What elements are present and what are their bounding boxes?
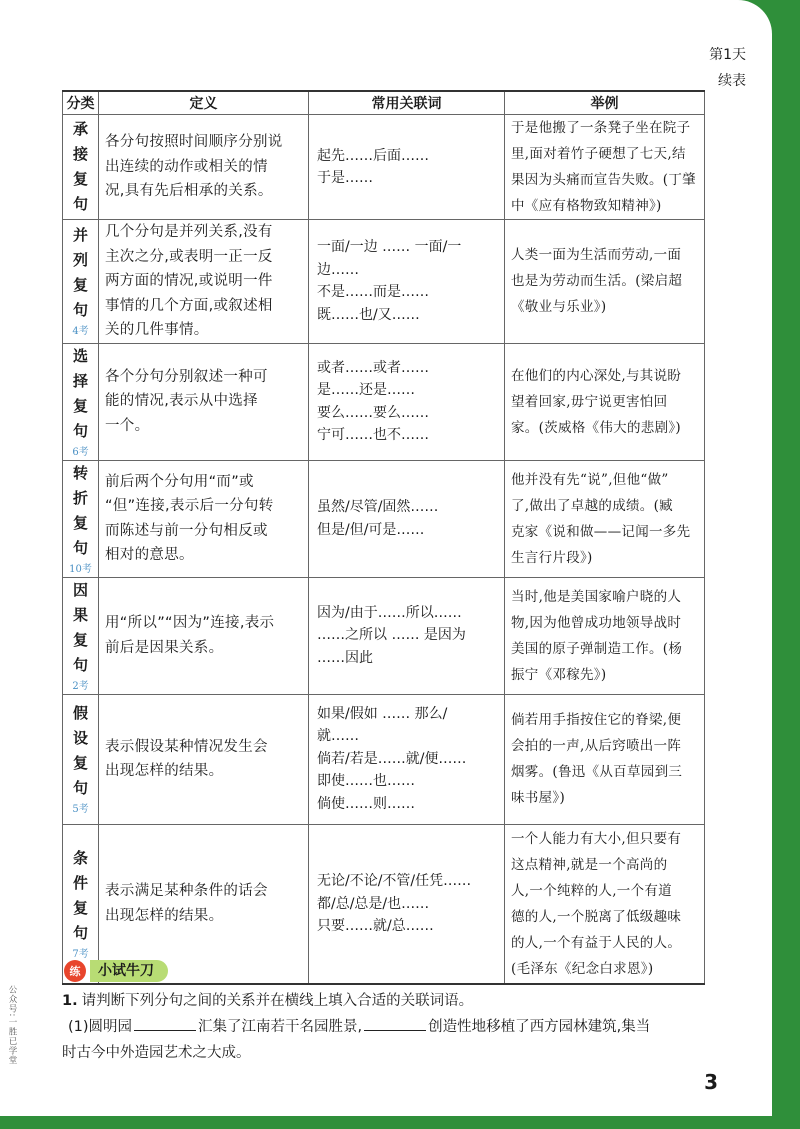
row-example-line: 倘若用手指按住它的脊梁,便 [511,712,682,728]
row-category [63,343,99,460]
row-definition [99,343,309,460]
row-conjunctions-line: 但是/但/可是…… [317,521,425,538]
row-example-line: 《敬业与乐业》) [511,299,607,316]
continued-label: 续表 [718,73,746,89]
row-definition-line: 况,具有先后相承的关系。 [105,183,273,200]
exam-count: 7考 [72,948,89,960]
row-definition-line: 前后两个分句用“而”或 [105,473,254,490]
row-definition-line: 几个分句是并列关系,没有 [105,224,273,240]
category-name: 承接复句 [72,120,88,213]
sub-question-part-3: 创造性地移植了西方园林建筑,集当 [428,1019,651,1035]
row-example-line: 家。(茨威格《伟大的悲剧》) [511,419,681,436]
row-example-line: 会拍的一声,从后窍喷出一阵 [511,738,682,754]
row-definition-line: 事情的几个方面,或叙述相 [105,297,273,314]
header-category: 分类 [63,91,99,115]
row-conjunctions [309,694,505,824]
row-conjunctions-line: 只要……就/总…… [317,918,434,934]
row-definition [99,577,309,694]
row-definition [99,460,309,577]
bottom-border [0,1116,800,1129]
row-definition-line: 主次之分,或表明一正一反 [105,248,273,265]
row-category [63,220,99,344]
page-number: 3 [704,1070,718,1094]
side-watermark: 公众号:一胜已学堂 [7,985,17,1065]
row-conjunctions-line: 都/总/总是/也…… [317,895,430,912]
table-row [63,577,705,694]
row-example-line: 德的人,一个脱离了低级趣味 [511,908,682,925]
row-definition-line: 两方面的情况,或说明一件 [105,273,273,289]
row-definition-line: 用“所以”“因为”连接,表示 [105,615,275,631]
exam-count: 10考 [69,563,92,575]
row-conjunctions-line: 倘若/若是……就/便…… [317,750,467,767]
row-definition-line: 表示假设某种情况发生会 [105,738,268,755]
exam-count: 4考 [72,326,89,338]
row-example-line: 果因为头痛而宣告失败。(丁肇 [511,172,696,188]
exam-count: 2考 [72,680,89,692]
row-category [63,577,99,694]
row-example [505,577,705,694]
row-example-line: 当时,他是美国家喻户晓的人 [511,588,682,605]
row-conjunctions [309,577,505,694]
row-conjunctions-line: 是……还是…… [317,382,415,398]
row-category [63,460,99,577]
row-conjunctions-line: 宁可……也不…… [317,427,429,443]
category-name: 假设复句 [72,704,88,797]
answer-blank-2[interactable] [364,1016,426,1031]
row-category [63,115,99,220]
row-definition-line: 表示满足某种条件的话会 [105,883,268,900]
table-header-row [63,91,705,115]
row-conjunctions-line: 或者……或者…… [317,359,429,376]
row-example [505,460,705,577]
practice-section-title: 小试牛刀 [90,960,168,982]
row-conjunctions [309,824,505,984]
category-name: 转折复句 [72,463,88,557]
row-example-line: 美国的原子弹制造工作。(杨 [511,640,683,657]
practice-icon: 练 [64,960,86,982]
row-definition-line: 各个分句分别叙述一种可 [105,368,268,385]
sub-question-part-1: 圆明园 [88,1019,133,1035]
row-example-line: 望着回家,毋宁说更害怕回 [511,393,668,410]
row-example-line: 人类一面为生活而劳动,一面 [511,247,682,264]
category-name: 因果复句 [72,580,88,674]
row-definition-line: 而陈述与前一分句相反或 [105,522,268,539]
sub-question-1 [62,1014,712,1040]
page-header [709,42,746,94]
question-number: 1. [62,993,78,1009]
table-row [63,115,705,220]
row-conjunctions-line: ……之所以 …… 是因为 [317,627,466,644]
table-row [63,343,705,460]
practice-section-header [64,960,168,982]
row-conjunctions-line: 要么……要么…… [317,404,429,421]
row-definition-line: 一个。 [105,417,150,434]
row-example [505,343,705,460]
row-example-line: 于是他搬了一条凳子坐在院子 [511,120,691,136]
row-example-line: 一个人能力有大小,但只要有 [511,830,682,847]
question-prompt-line [62,988,712,1014]
sub-question-part-2: 汇集了江南若干名园胜景, [198,1019,363,1035]
row-example-line: 味书屋》) [511,790,566,806]
row-conjunctions-line: 不是……而是…… [317,284,429,301]
sub-question-line-2: 时古今中外造园艺术之大成。 [62,1045,251,1061]
row-definition-line: 关的几件事情。 [105,322,209,338]
row-conjunctions-line: 即使……也…… [317,773,415,790]
category-name: 条件复句 [72,848,88,942]
row-definition-line: 出连续的动作或相关的情 [105,158,268,175]
row-example-line: 里,面对着竹子硬想了七天,结 [511,146,686,162]
day-label: 第1天 [709,47,746,63]
row-definition-line: “但”连接,表示后一分句转 [105,498,274,514]
row-example-line: 振宁《邓稼先》) [511,666,607,683]
row-conjunctions-line: ……因此 [317,649,373,666]
row-conjunctions-line: 如果/假如 …… 那么/ [317,705,448,722]
row-conjunctions-line: 于是…… [317,170,373,186]
row-conjunctions [309,460,505,577]
row-example [505,824,705,984]
exam-count: 5考 [72,804,89,815]
row-conjunctions [309,220,505,344]
header-definition: 定义 [99,91,309,115]
row-example-line: 他并没有先“说”,但他“做” [511,471,669,488]
row-example-line: 物,因为他曾成功地领导战时 [511,614,682,631]
row-conjunctions-line: 因为/由于……所以…… [317,604,462,621]
row-conjunctions-line: 就…… [317,728,359,745]
exam-count: 6考 [72,446,89,458]
row-conjunctions [309,115,505,220]
row-example-line: 了,做出了卓越的成绩。(臧 [511,497,673,514]
row-category [63,694,99,824]
row-example [505,694,705,824]
row-example-line: 的人,一个有益于人民的人。 [511,934,682,951]
category-name: 并列复句 [72,226,88,320]
row-example-line: 这点精神,就是一个高尚的 [511,856,668,873]
table-row [63,460,705,577]
row-definition-line: 出现怎样的结果。 [105,763,224,779]
row-definition-line: 各分句按照时间顺序分别说 [105,134,283,151]
question-prompt: 请判断下列分句之间的关系并在横线上填入合适的关联词语。 [81,993,474,1009]
row-example-line: 克家《说和做——记闻一多先 [511,523,691,540]
row-conjunctions-line: 虽然/尽管/固然…… [317,499,439,515]
row-definition [99,694,309,824]
question-1 [62,988,712,1066]
sub-question-label: (1) [68,1019,89,1035]
row-conjunctions-line: 一面/一边 …… 一面/一 [317,239,462,256]
row-conjunctions-line: 边…… [317,261,359,278]
row-definition-line: 能的情况,表示从中选择 [105,393,258,410]
row-example-line: (毛泽东《纪念白求恩》) [511,960,654,977]
row-definition [99,115,309,220]
header-example: 举例 [505,91,705,115]
answer-blank-1[interactable] [134,1016,196,1031]
row-example-line: 在他们的内心深处,与其说盼 [511,367,682,384]
row-example-line: 中《应有格物致知精神》) [511,198,662,214]
row-example [505,115,705,220]
complex-sentence-table [62,90,705,985]
row-conjunctions-line: 无论/不论/不管/任凭…… [317,873,472,889]
row-example-line: 生言行片段》) [511,549,593,566]
row-example [505,220,705,344]
row-conjunctions-line: 既……也/又…… [317,306,420,323]
row-conjunctions [309,343,505,460]
row-conjunctions-line: 倘使……则…… [317,795,415,812]
row-example-line: 也是为劳动而生活。(梁启超 [511,273,683,290]
table-row [63,694,705,824]
category-name: 选择复句 [72,346,88,440]
table-row [63,220,705,344]
row-conjunctions-line: 起先……后面…… [317,147,429,164]
row-definition-line: 出现怎样的结果。 [105,907,224,924]
row-definition-line: 相对的意思。 [105,547,194,563]
row-definition-line: 前后是因果关系。 [105,639,224,656]
header-conjunctions: 常用关联词 [309,91,505,115]
row-definition [99,220,309,344]
row-example-line: 烟雾。(鲁迅《从百草园到三 [511,764,683,780]
row-example-line: 人,一个纯粹的人,一个有道 [511,882,672,899]
